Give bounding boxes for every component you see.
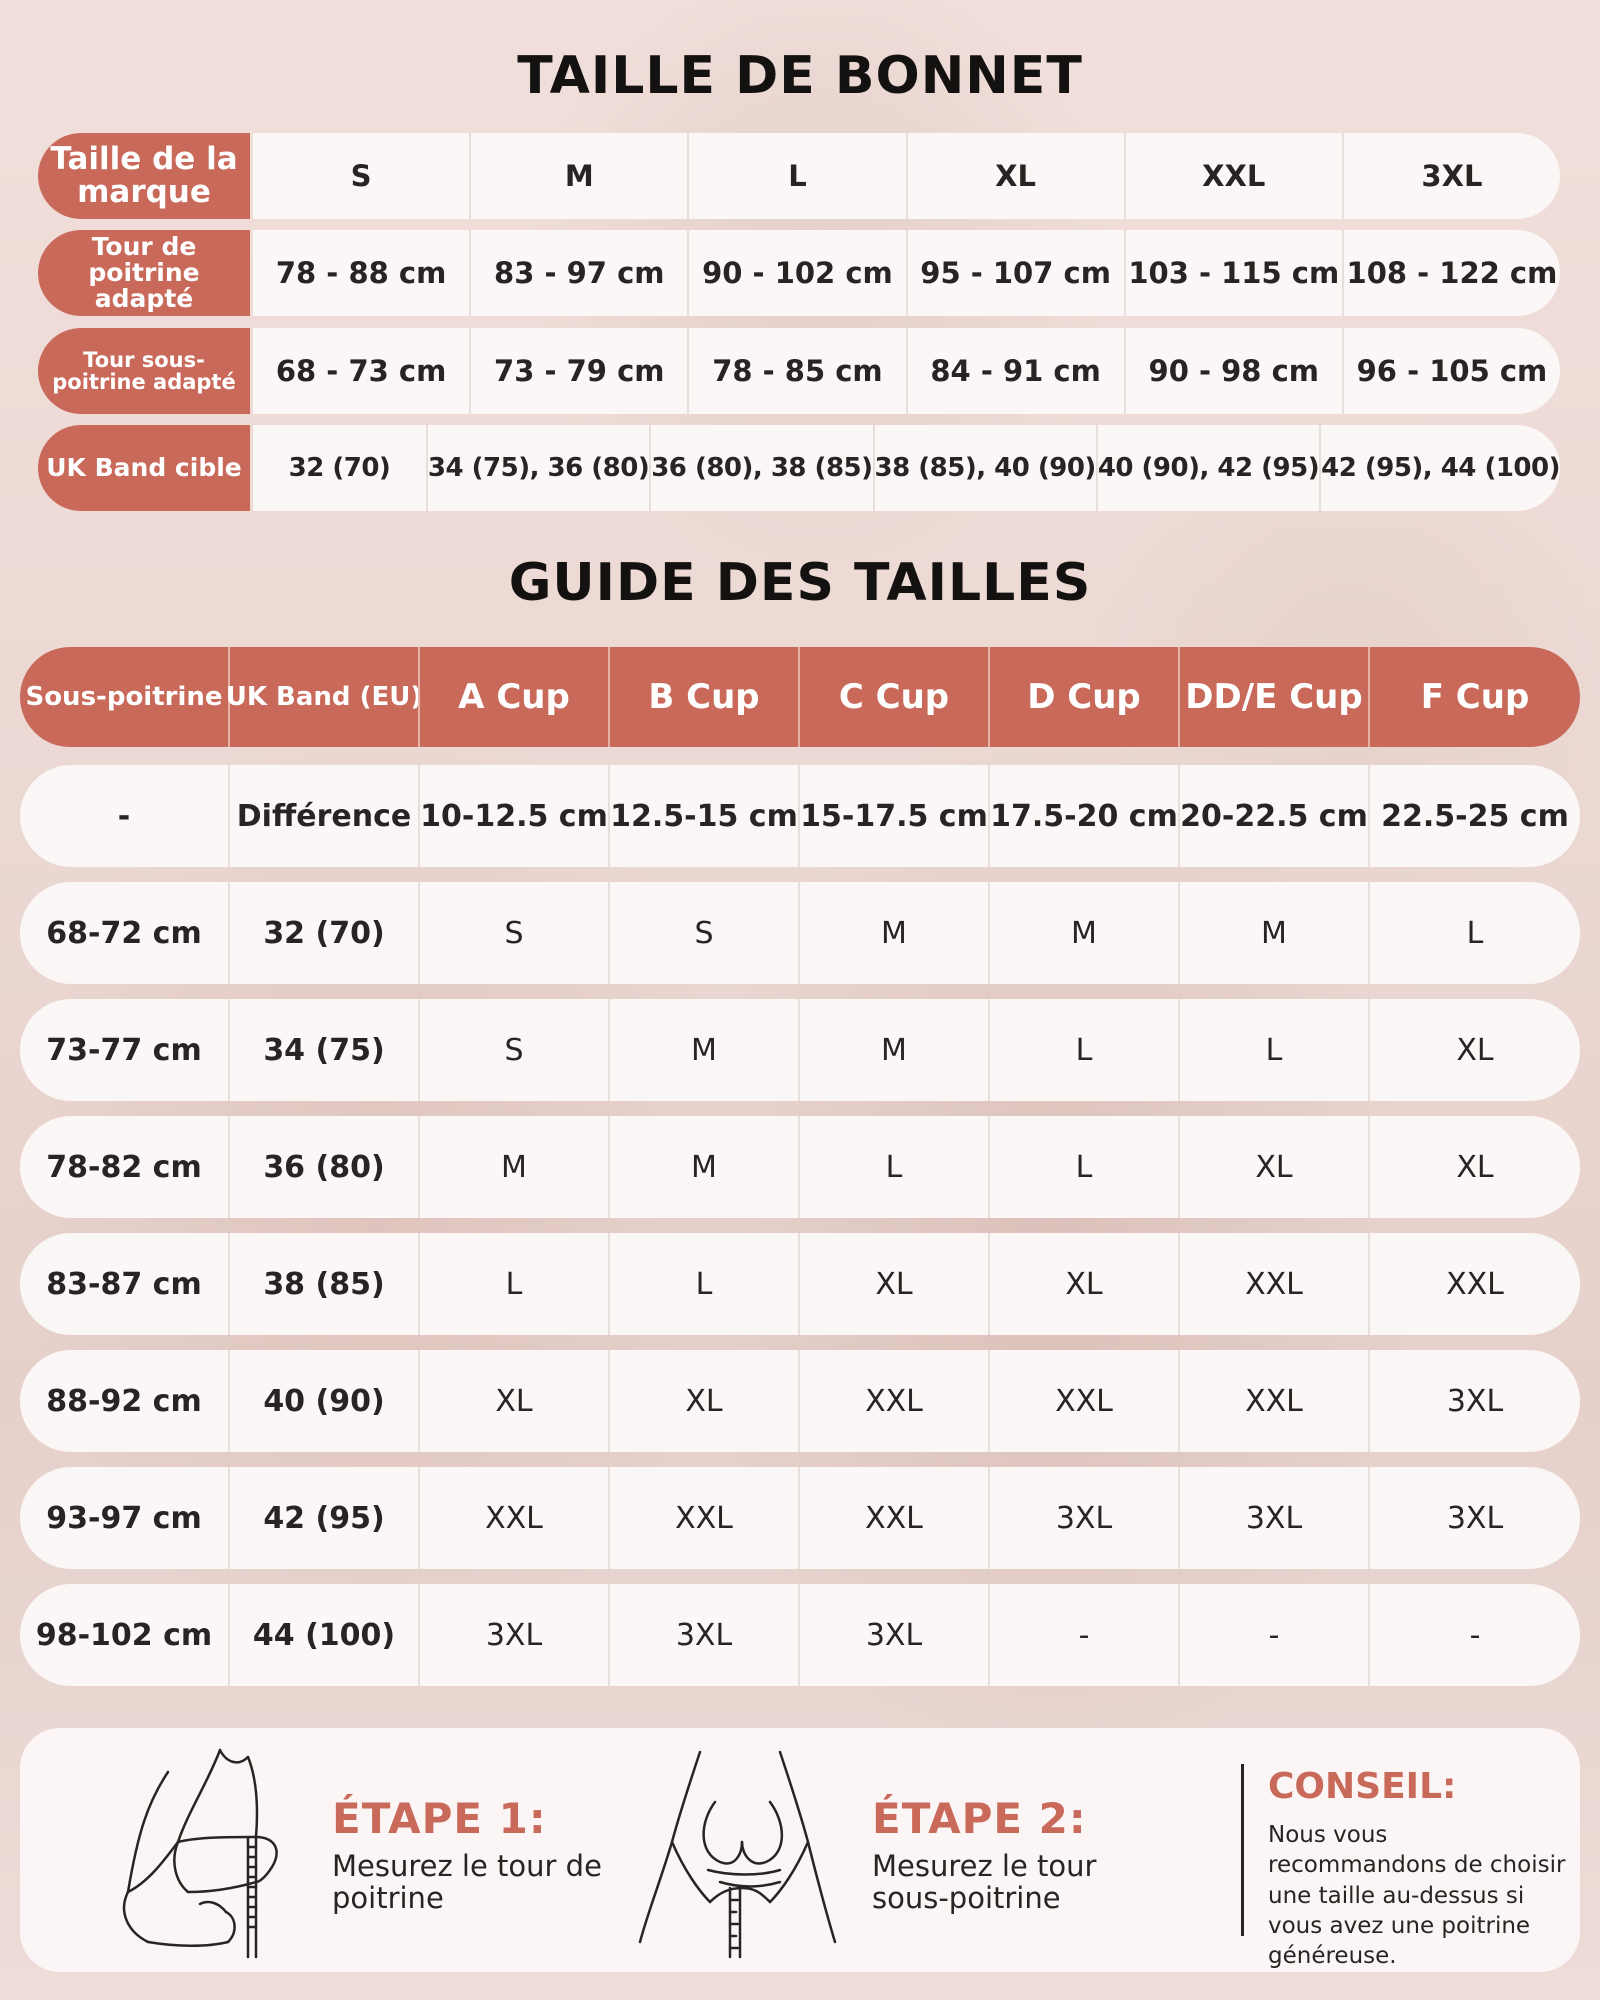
table-cell: M — [988, 882, 1178, 984]
table-cell: 73-77 cm — [46, 1032, 202, 1068]
row-label: Tour sous-poitrine adapté — [38, 328, 250, 414]
table-cell: 73 - 79 cm — [469, 328, 687, 414]
table-cell: 3XL — [988, 1467, 1178, 1569]
cup-size-title: TAILLE DE BONNET — [517, 46, 1083, 106]
cup-size-row-underbust — [38, 328, 1560, 414]
cup-size-row-uk-band — [38, 425, 1560, 511]
cup-size-row-brand — [38, 133, 1560, 219]
table-cell: Différence — [228, 765, 418, 867]
table-cell: 42 (95) — [228, 1467, 418, 1569]
table-row — [20, 999, 1580, 1101]
table-cell: 68 - 73 cm — [275, 354, 447, 388]
table-cell: S — [608, 882, 798, 984]
table-cell: XXL — [1178, 1233, 1368, 1335]
table-cell: XXL — [418, 1467, 608, 1569]
measurement-instructions — [20, 1728, 1580, 1972]
table-cell: XL — [418, 1350, 608, 1452]
size-guide-header — [20, 647, 1580, 747]
table-cell: 96 - 105 cm — [1342, 328, 1560, 414]
row-label: Tour de poitrine adapté — [38, 230, 250, 316]
table-cell: 88-92 cm — [46, 1383, 202, 1419]
step1-text: Mesurez le tour de poitrine — [332, 1849, 602, 1916]
table-cell: 32 (70) — [288, 453, 391, 483]
table-cell: 3XL — [1368, 1467, 1580, 1569]
table-cell: M — [1178, 882, 1368, 984]
header-dd-e-cup: DD/E Cup — [1178, 647, 1368, 747]
table-cell: - — [1178, 1584, 1368, 1686]
header-a-cup: A Cup — [418, 647, 608, 747]
step1-title: ÉTAPE 1: — [332, 1794, 547, 1843]
table-cell: XXL — [798, 1350, 988, 1452]
table-cell: 40 (90) — [228, 1350, 418, 1452]
table-cell: L — [608, 1233, 798, 1335]
table-cell: 98-102 cm — [35, 1617, 213, 1653]
table-cell: M — [798, 882, 988, 984]
table-cell: S — [418, 999, 608, 1101]
table-cell: 3XL — [1342, 133, 1560, 219]
table-cell: XXL — [608, 1467, 798, 1569]
row-label: Taille de la marque — [38, 133, 250, 219]
table-row — [20, 1350, 1580, 1452]
table-cell: - — [988, 1584, 1178, 1686]
table-cell: 34 (75) — [228, 999, 418, 1101]
table-cell: 44 (100) — [228, 1584, 418, 1686]
table-cell: 40 (90), 42 (95) — [1096, 425, 1319, 511]
table-cell: L — [988, 1116, 1178, 1218]
table-cell: L — [988, 999, 1178, 1101]
table-row — [20, 1467, 1580, 1569]
table-cell: S — [350, 159, 372, 193]
table-cell: 90 - 98 cm — [1124, 328, 1342, 414]
table-cell: M — [608, 999, 798, 1101]
cup-size-row-bust — [38, 230, 1560, 316]
table-cell: 83-87 cm — [46, 1266, 202, 1302]
table-cell: - — [1368, 1584, 1580, 1686]
table-cell: 36 (80), 38 (85) — [649, 425, 872, 511]
table-cell: 42 (95), 44 (100) — [1319, 425, 1560, 511]
table-cell: 38 (85) — [228, 1233, 418, 1335]
table-cell: 93-97 cm — [46, 1500, 202, 1536]
table-cell: 15-17.5 cm — [798, 765, 988, 867]
header-c-cup: C Cup — [798, 647, 988, 747]
table-cell: 90 - 102 cm — [687, 230, 905, 316]
header-f-cup: F Cup — [1368, 647, 1580, 747]
table-cell: XL — [1368, 1116, 1580, 1218]
header-b-cup: B Cup — [608, 647, 798, 747]
step2-text: Mesurez le tour sous-poitrine — [872, 1849, 1097, 1916]
table-cell: 3XL — [1178, 1467, 1368, 1569]
table-cell: XL — [906, 133, 1124, 219]
header-uk-band: UK Band (EU) — [228, 647, 418, 747]
tip-title: CONSEIL: — [1268, 1766, 1457, 1807]
table-cell: 12.5-15 cm — [608, 765, 798, 867]
table-cell: L — [418, 1233, 608, 1335]
table-cell: XXL — [988, 1350, 1178, 1452]
table-cell: M — [469, 133, 687, 219]
table-cell: 84 - 91 cm — [906, 328, 1124, 414]
table-cell: 78 - 88 cm — [275, 256, 447, 290]
table-cell: 32 (70) — [228, 882, 418, 984]
table-row — [20, 1233, 1580, 1335]
table-cell: 38 (85), 40 (90) — [873, 425, 1096, 511]
table-cell: 83 - 97 cm — [469, 230, 687, 316]
table-cell: XXL — [1124, 133, 1342, 219]
table-cell: XXL — [798, 1467, 988, 1569]
table-cell: 68-72 cm — [46, 915, 202, 951]
tip-text: Nous vous recommandons de choisir une taille au-dessus si vous avez une poitrine généreuse. — [1268, 1822, 1566, 1970]
table-row — [20, 882, 1580, 984]
table-cell: 78 - 85 cm — [687, 328, 905, 414]
table-cell: 10-12.5 cm — [418, 765, 608, 867]
table-row — [20, 1116, 1580, 1218]
table-cell: 3XL — [798, 1584, 988, 1686]
header-underbust: Sous-poitrine — [25, 682, 223, 712]
table-cell: XXL — [1178, 1350, 1368, 1452]
table-row — [20, 1584, 1580, 1686]
table-cell: 78-82 cm — [46, 1149, 202, 1185]
table-cell: 22.5-25 cm — [1368, 765, 1580, 867]
table-cell: L — [798, 1116, 988, 1218]
table-cell: XXL — [1368, 1233, 1580, 1335]
table-cell: M — [608, 1116, 798, 1218]
table-cell: 20-22.5 cm — [1178, 765, 1368, 867]
table-row — [20, 765, 1580, 867]
bust-measure-icon — [108, 1742, 328, 1962]
table-cell: 36 (80) — [228, 1116, 418, 1218]
step2-title: ÉTAPE 2: — [872, 1794, 1087, 1843]
table-cell: S — [418, 882, 608, 984]
size-guide-title: GUIDE DES TAILLES — [508, 553, 1092, 613]
table-cell: L — [1368, 882, 1580, 984]
table-cell: M — [798, 999, 988, 1101]
table-cell: XL — [988, 1233, 1178, 1335]
table-cell: M — [418, 1116, 608, 1218]
table-cell: 3XL — [608, 1584, 798, 1686]
table-cell: XL — [1368, 999, 1580, 1101]
table-cell: 108 - 122 cm — [1342, 230, 1560, 316]
table-cell: 34 (75), 36 (80) — [426, 425, 649, 511]
divider — [1241, 1764, 1244, 1936]
table-cell: 95 - 107 cm — [906, 230, 1124, 316]
header-d-cup: D Cup — [988, 647, 1178, 747]
table-cell: XL — [798, 1233, 988, 1335]
table-cell: 17.5-20 cm — [988, 765, 1178, 867]
table-cell: XL — [608, 1350, 798, 1452]
table-cell: - — [117, 798, 131, 834]
table-cell: L — [1178, 999, 1368, 1101]
table-cell: L — [687, 133, 905, 219]
table-cell: 3XL — [1368, 1350, 1580, 1452]
underbust-measure-icon — [630, 1742, 860, 1964]
table-cell: XL — [1178, 1116, 1368, 1218]
table-cell: 3XL — [418, 1584, 608, 1686]
row-label: UK Band cible — [38, 425, 250, 511]
table-cell: 103 - 115 cm — [1124, 230, 1342, 316]
